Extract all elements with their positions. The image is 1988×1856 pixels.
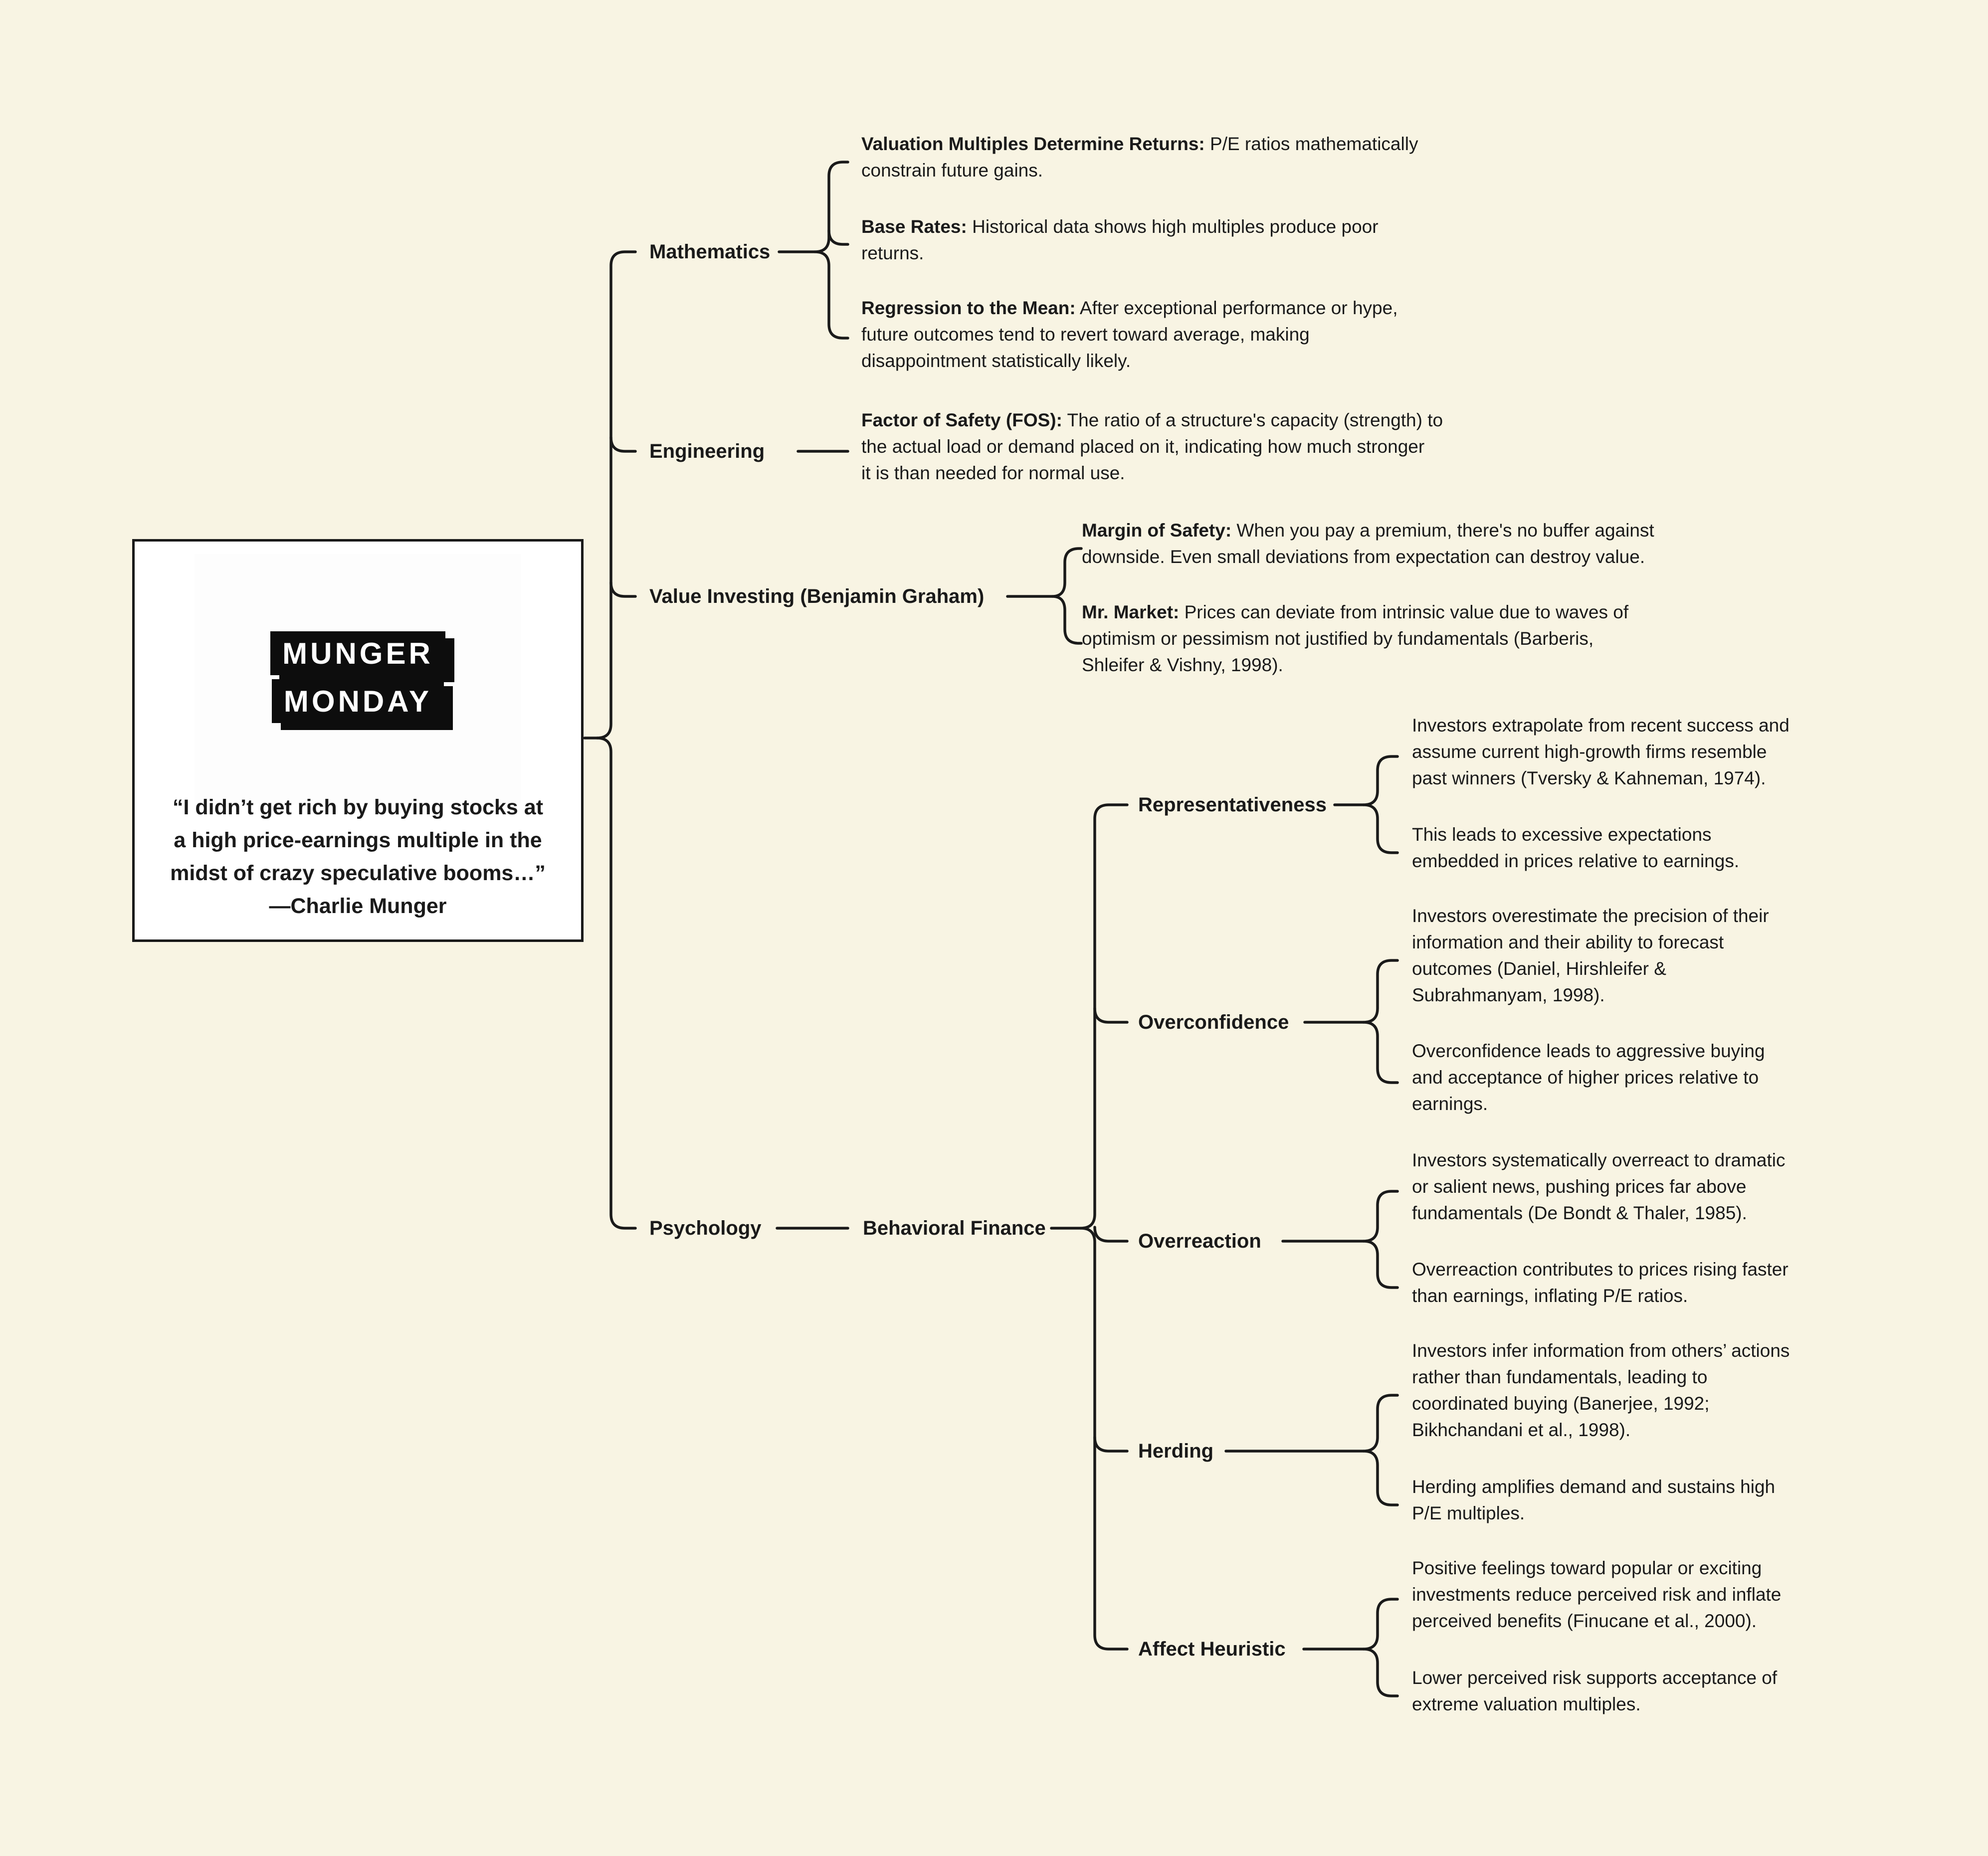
text-line: outcomes (Daniel, Hirshleifer & <box>1412 958 1666 979</box>
mathematics-brace <box>815 162 848 338</box>
text-line: earnings. <box>1412 1094 1488 1114</box>
text-block-overreaction-2 <box>1412 1256 1789 1309</box>
text-line: information and their ability to forecast <box>1412 932 1724 952</box>
text-lead: Margin of Safety: <box>1082 520 1232 541</box>
text-line: Overreaction contributes to prices rising faster <box>1412 1259 1789 1280</box>
text-line: it is than needed for normal use. <box>861 463 1125 483</box>
text-line: Investors extrapolate from recent success and <box>1412 715 1789 736</box>
text-line: optimism or pessimism not justified by fundamentals (Barberis, <box>1082 628 1594 649</box>
text-line: Shleifer & Vishny, 1998). <box>1082 655 1283 675</box>
text-block-base-rates <box>861 213 1379 266</box>
text-lead: Regression to the Mean: <box>861 298 1076 318</box>
text-lead: Factor of Safety (FOS): <box>861 410 1062 430</box>
text-line: fundamentals (De Bondt & Thaler, 1985). <box>1412 1203 1747 1223</box>
base-rates-stub <box>829 230 848 244</box>
main-spine-brace <box>597 252 635 1228</box>
text-line: and acceptance of higher prices relative to <box>1412 1067 1759 1088</box>
text-line: than earnings, inflating P/E ratios. <box>1412 1286 1688 1306</box>
text-line: Herding amplifies demand and sustains high <box>1412 1477 1776 1497</box>
text-line: Investors systematically overreact to dramatic <box>1412 1150 1786 1170</box>
branch-label-engineering: Engineering <box>649 440 765 462</box>
text-line: Overconfidence leads to aggressive buying <box>1412 1041 1765 1061</box>
text-block-overconfidence-2 <box>1412 1038 1765 1117</box>
quote-line: midst of crazy speculative booms…” <box>170 861 546 885</box>
text-line: This leads to excessive expectations <box>1412 824 1712 845</box>
text-line: P/E multiples. <box>1412 1503 1525 1523</box>
text-lead: Mr. Market: <box>1082 602 1180 622</box>
subnode-label-representativeness: Representativeness <box>1138 794 1327 816</box>
branch-label-behavioral-finance: Behavioral Finance <box>863 1217 1046 1239</box>
text-line: rather than fundamentals, leading to <box>1412 1367 1708 1387</box>
text-line: coordinated buying (Banerjee, 1992; <box>1412 1393 1710 1414</box>
text-lead: Valuation Multiples Determine Returns: <box>861 134 1205 154</box>
branch-label-mathematics: Mathematics <box>649 241 771 263</box>
text-line: constrain future gains. <box>861 160 1043 181</box>
quote-line: a high price-earnings multiple in the <box>174 828 542 852</box>
herding-brace <box>1364 1395 1397 1505</box>
text-line: P/E ratios mathematically <box>1204 134 1418 154</box>
overconfidence-brace <box>1364 960 1397 1083</box>
text-block-overreaction-1 <box>1412 1147 1785 1226</box>
text-lead: Base Rates: <box>861 216 967 237</box>
branch-label-psychology: Psychology <box>649 1217 762 1239</box>
overreaction-brace <box>1364 1191 1397 1288</box>
branch-label-value-investing: Value Investing (Benjamin Graham) <box>649 585 985 607</box>
text-block-overconfidence-1 <box>1412 903 1769 1008</box>
text-block-representativeness-2 <box>1412 821 1739 874</box>
munger-monday-logo <box>135 631 581 723</box>
logo-line-monday: MONDAY <box>272 679 444 723</box>
subnode-label-herding: Herding <box>1138 1440 1214 1462</box>
text-line: perceived benefits (Finucane et al., 2000). <box>1412 1611 1757 1631</box>
text-line: The ratio of a structure's capacity (strength) to <box>1062 410 1443 430</box>
overreaction-stub <box>1095 1227 1127 1241</box>
text-line: When you pay a premium, there's no buffer against <box>1231 520 1654 541</box>
text-line: Bikhchandani et al., 1998). <box>1412 1420 1631 1440</box>
text-line: future outcomes tend to revert toward average, making <box>861 324 1310 345</box>
logo-line-munger: MUNGER <box>270 631 445 675</box>
text-line: or salient news, pushing prices far above <box>1412 1176 1747 1197</box>
text-line: Investors overestimate the precision of their <box>1412 906 1769 926</box>
value-investing-stub <box>611 582 635 596</box>
subnode-label-affect-heuristic: Affect Heuristic <box>1138 1638 1286 1660</box>
affect-heuristic-brace <box>1364 1599 1397 1696</box>
text-block-affect-heuristic-2 <box>1412 1665 1777 1717</box>
text-line: Subrahmanyam, 1998). <box>1412 985 1605 1005</box>
text-block-affect-heuristic-1 <box>1412 1555 1781 1634</box>
behavioral-finance-brace <box>1081 805 1127 1649</box>
text-line: Positive feelings toward popular or exciting <box>1412 1558 1762 1578</box>
text-line: Prices can deviate from intrinsic value due to waves of <box>1179 602 1629 622</box>
text-line: returns. <box>861 243 924 263</box>
text-line: the actual load or demand placed on it, indicating how much stronger <box>861 436 1425 457</box>
text-line: past winners (Tversky & Kahneman, 1974). <box>1412 768 1766 788</box>
subnode-label-overconfidence: Overconfidence <box>1138 1011 1289 1033</box>
text-block-herding-1 <box>1412 1337 1789 1443</box>
quote-line: “I didn’t get rich by buying stocks at <box>172 795 544 819</box>
engineering-stub <box>611 437 635 451</box>
text-line: extreme valuation multiples. <box>1412 1694 1641 1714</box>
text-block-regression-to-mean <box>861 295 1398 374</box>
representativeness-brace <box>1364 756 1397 853</box>
text-line: Lower perceived risk supports acceptance of <box>1412 1668 1778 1688</box>
text-block-margin-of-safety <box>1082 517 1654 570</box>
quote-attribution: —Charlie Munger <box>269 894 447 918</box>
text-block-representativeness-1 <box>1412 712 1789 791</box>
text-block-mr-market <box>1082 599 1628 678</box>
root-node <box>132 539 584 942</box>
text-line: Investors infer information from others’ actions <box>1412 1340 1790 1361</box>
subnode-label-overreaction: Overreaction <box>1138 1230 1261 1252</box>
text-block-factor-of-safety <box>861 407 1443 486</box>
overconfidence-stub <box>1095 1008 1127 1022</box>
herding-stub <box>1095 1437 1127 1451</box>
text-line: assume current high-growth firms resemble <box>1412 742 1767 762</box>
quote-text <box>139 791 577 923</box>
text-line: embedded in prices relative to earnings. <box>1412 851 1740 871</box>
value-investing-brace <box>1052 549 1081 643</box>
text-line: downside. Even small deviations from expectation can destroy value. <box>1082 547 1645 567</box>
text-line: disappointment statistically likely. <box>861 351 1131 371</box>
text-block-valuation-multiples <box>861 131 1418 184</box>
text-line: investments reduce perceived risk and inflate <box>1412 1584 1782 1605</box>
text-line: After exceptional performance or hype, <box>1075 298 1398 318</box>
text-line: Historical data shows high multiples produce poor <box>967 216 1379 237</box>
text-block-herding-2 <box>1412 1474 1775 1526</box>
